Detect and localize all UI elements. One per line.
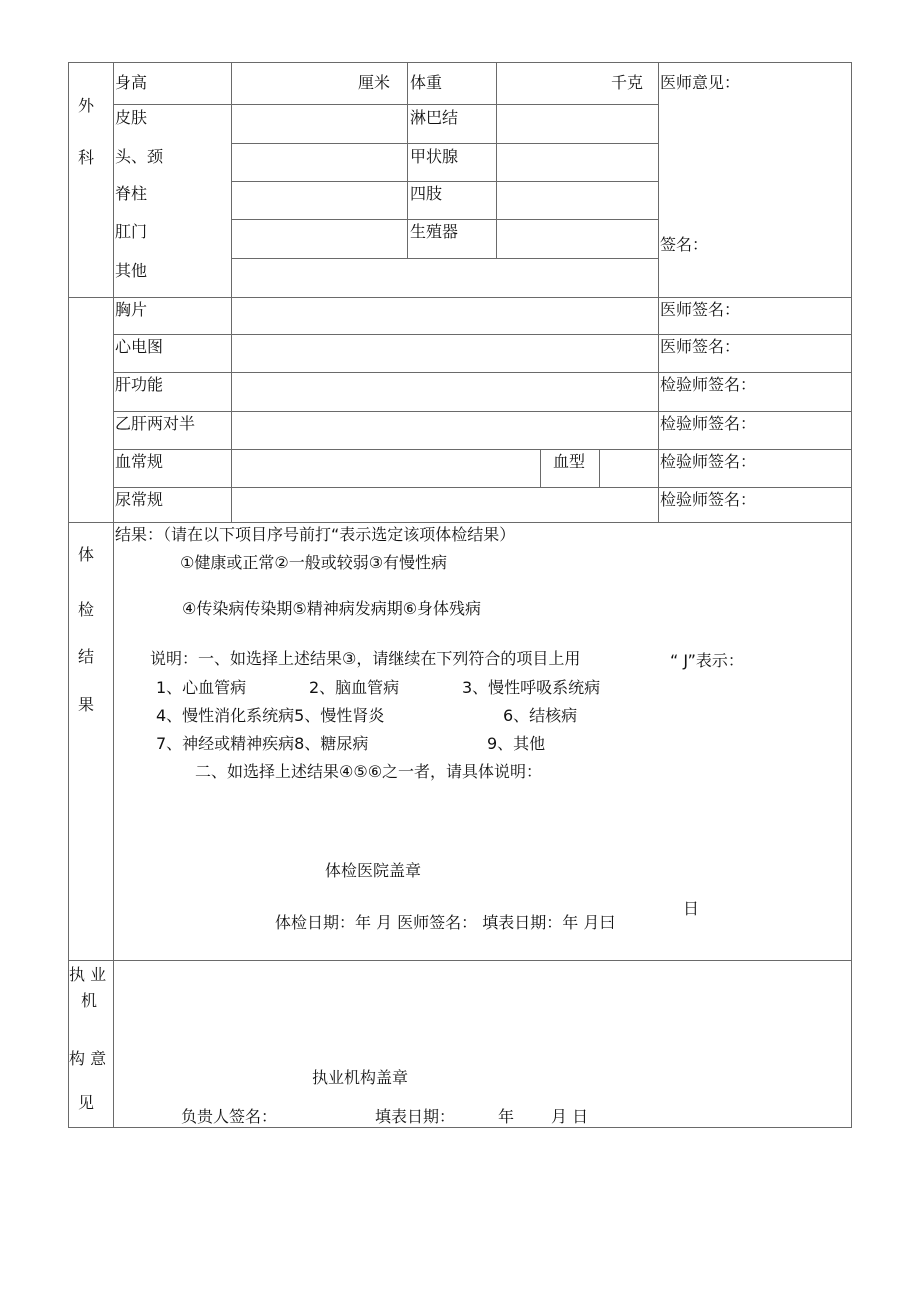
- skin-label: 皮肤: [115, 108, 148, 127]
- row-line: [231, 143, 658, 144]
- col-line: [658, 62, 659, 297]
- result-date-line: 体检日期：年 月 医师签名： 填表日期：年 月曰: [275, 913, 616, 932]
- spine-label: 脊柱: [115, 184, 148, 203]
- weight-unit: 千克: [611, 73, 644, 92]
- row-line: [231, 258, 658, 259]
- disease-item-3: 3、慢性呼吸系统病: [462, 678, 601, 697]
- other-label: 其他: [115, 261, 148, 280]
- surgery-side-label-2: 科: [78, 148, 95, 167]
- disease-item-4-5: 4、慢性消化系统病5、慢性肾炎: [156, 706, 385, 725]
- result-side-label-4: 果: [78, 695, 95, 714]
- responsible-person-sign-label: 负贵人签名：: [181, 1107, 278, 1126]
- surgery-signature-label: 签名：: [660, 235, 709, 254]
- exam-label-blood: 血常规: [115, 452, 164, 471]
- section-line-result: [68, 960, 852, 961]
- exam-sign-liver: 检验师签名：: [660, 375, 757, 394]
- exam-label-ecg: 心电图: [115, 337, 164, 356]
- col-line: [599, 449, 600, 487]
- lymph-label: 淋巴结: [410, 108, 459, 127]
- result-side-label-2: 检: [78, 600, 95, 619]
- border-top: [68, 62, 852, 63]
- section-line-exams: [68, 522, 852, 523]
- institution-side-label-4: 见: [78, 1093, 95, 1112]
- result-side-label-1: 体: [78, 545, 95, 564]
- border-bottom: [68, 1127, 852, 1128]
- col-line: [231, 297, 232, 522]
- disease-item-6: 6、结核病: [503, 706, 578, 725]
- exam-sign-urine: 检验师签名：: [660, 490, 757, 509]
- exam-sign-ecg: 医师签名：: [660, 337, 741, 356]
- institution-side-label-3: 构 意: [69, 1049, 107, 1068]
- weight-label: 体重: [410, 73, 443, 92]
- institution-stamp-label: 执业机构盖章: [312, 1068, 409, 1087]
- institution-side-label-1: 执 业: [69, 965, 107, 984]
- institution-year-label: 年: [498, 1107, 515, 1126]
- height-label: 身高: [115, 73, 148, 92]
- exam-label-urine: 尿常规: [115, 490, 164, 509]
- head-neck-label: 头、颈: [115, 147, 164, 166]
- col-line: [496, 62, 497, 258]
- result-side-label-3: 结: [78, 647, 95, 666]
- row-line: [113, 372, 852, 373]
- col-line: [407, 62, 408, 258]
- result-note-1: 说明：一、如选择上述结果③，请继续在下列符合的项目上用: [150, 649, 581, 668]
- exam-sign-hepatitis: 检验师签名：: [660, 414, 757, 433]
- row-line: [113, 334, 852, 335]
- exam-sign-chest: 医师签名：: [660, 300, 741, 319]
- result-note-1-mark: “ J”表示：: [670, 651, 744, 670]
- result-options-1: ①健康或正常②一般或较弱③有慢性病: [180, 553, 448, 572]
- section-line-surgery: [68, 297, 852, 298]
- row-line: [113, 449, 852, 450]
- row-line: [231, 219, 658, 220]
- genital-label: 生殖器: [410, 222, 459, 241]
- blood-type-label: 血型: [553, 452, 586, 471]
- border-right: [851, 62, 852, 1128]
- surgery-side-label-1: 外: [78, 96, 95, 115]
- result-day-label: 日: [683, 899, 700, 918]
- result-options-2: ④传染病传染期⑤精神病发病期⑥身体残病: [182, 599, 482, 618]
- limbs-label: 四肢: [410, 184, 443, 203]
- result-note-2: 二、如选择上述结果④⑤⑥之一者，请具体说明：: [195, 762, 543, 781]
- col-line: [231, 62, 232, 297]
- col-line: [658, 297, 659, 522]
- institution-side-label-2: 机: [81, 991, 98, 1010]
- exam-sign-blood: 检验师签名：: [660, 452, 757, 471]
- institution-fill-date-label: 填表日期：: [375, 1107, 456, 1126]
- hospital-stamp-label: 体检医院盖章: [325, 861, 422, 880]
- label-column-line: [113, 62, 114, 1128]
- height-unit: 厘米: [358, 73, 391, 92]
- row-line: [113, 411, 852, 412]
- anus-label: 肛门: [115, 222, 148, 241]
- disease-item-1: 1、心血管病: [156, 678, 247, 697]
- exam-label-chest: 胸片: [115, 300, 148, 319]
- row-line: [113, 104, 658, 105]
- thyroid-label: 甲状腺: [410, 147, 459, 166]
- col-line: [540, 449, 541, 487]
- disease-item-9: 9、其他: [487, 734, 546, 753]
- exam-label-liver: 肝功能: [115, 375, 164, 394]
- result-heading: 结果：（请在以下项目序号前打“表示选定该项体检结果）: [115, 525, 516, 544]
- doctor-opinion-label: 医师意见：: [660, 73, 741, 92]
- institution-month-day-label: 月 日: [551, 1107, 589, 1126]
- disease-item-7-8: 7、神经或精神疾病8、糖尿病: [156, 734, 369, 753]
- row-line: [231, 181, 658, 182]
- exam-label-hepatitis: 乙肝两对半: [115, 414, 196, 433]
- disease-item-2: 2、脑血管病: [309, 678, 400, 697]
- row-line: [113, 487, 852, 488]
